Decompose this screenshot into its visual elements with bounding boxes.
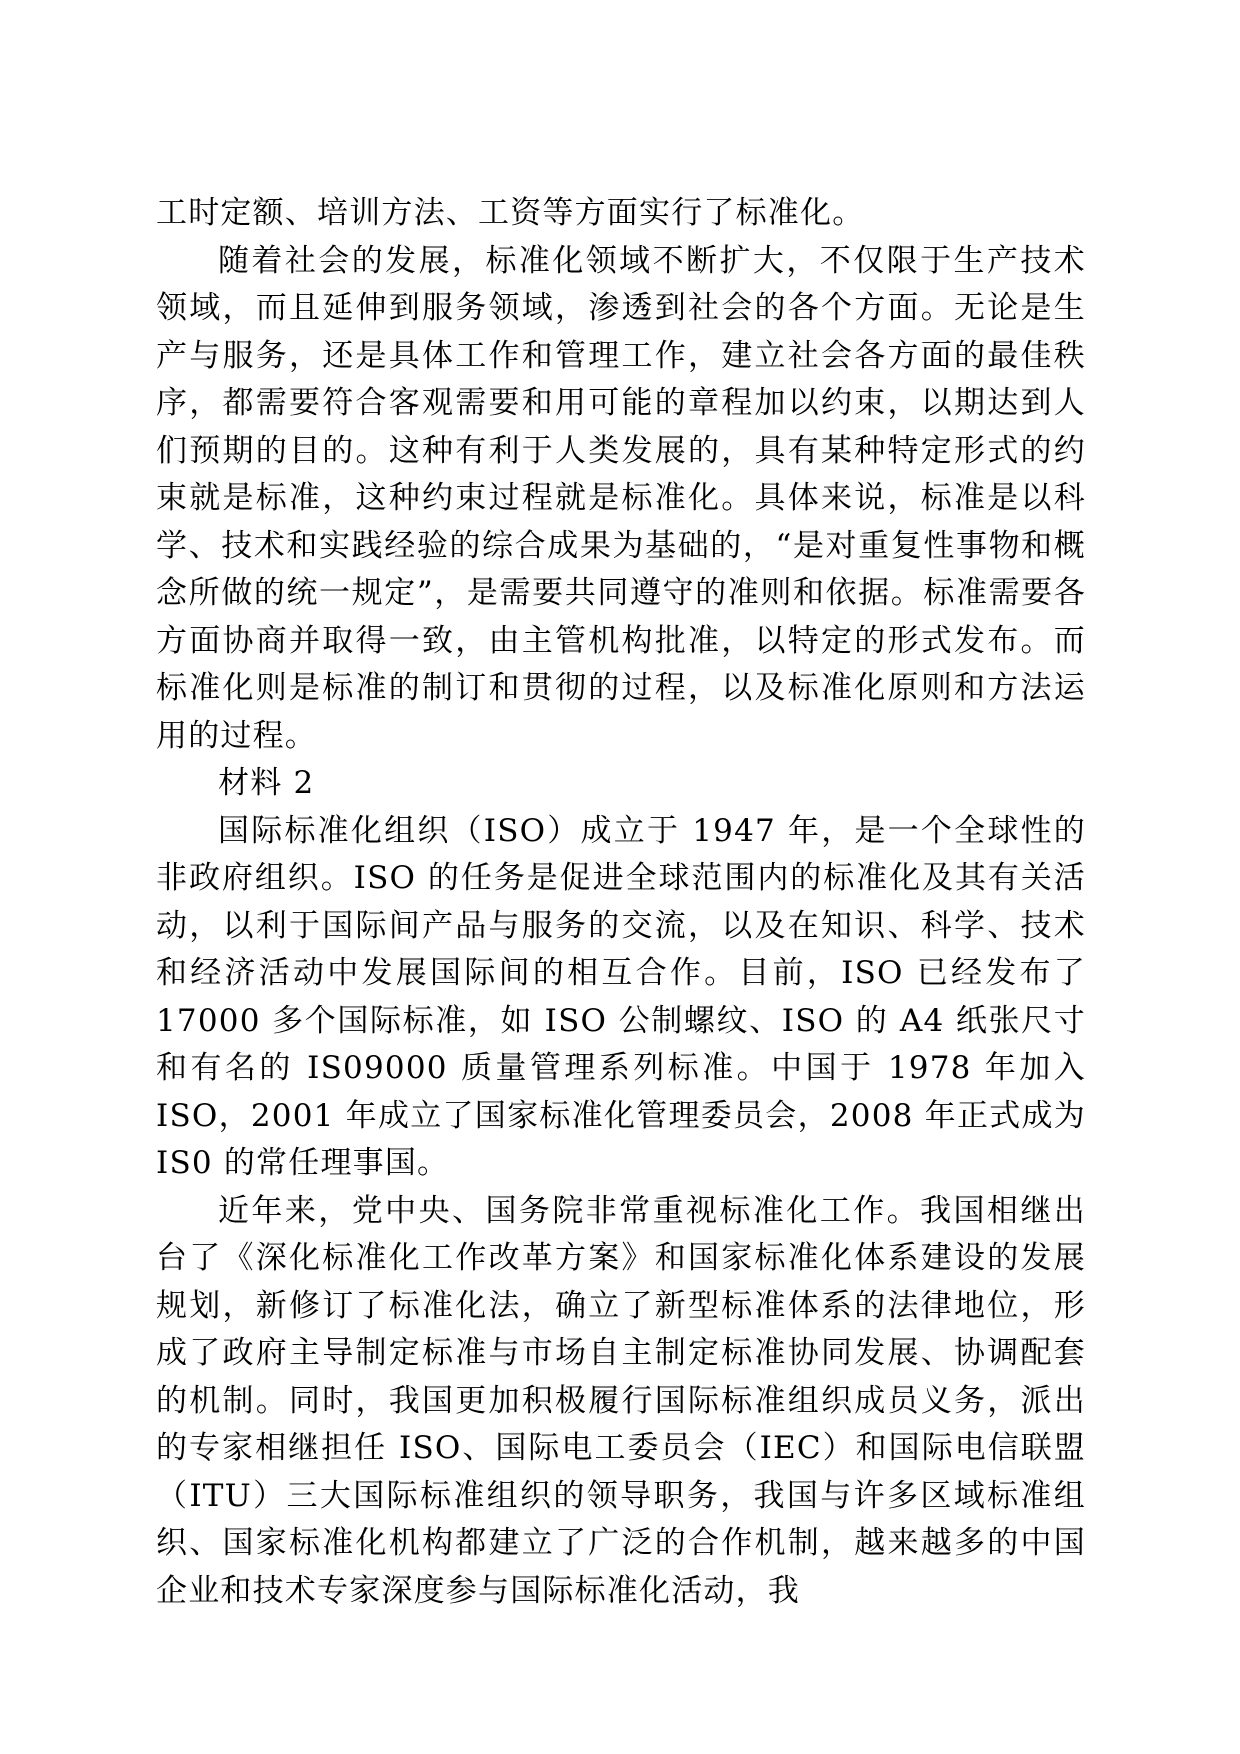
paragraph-china-standardization: 近年来，党中央、国务院非常重视标准化工作。我国相继出台了《深化标准化工作改革方案》和国家标准化体系建设的发展规划，新修订了标准化法，确立了新型标准体系的法律地位，形成了政府主导制定标准与市场自主制定标准协同发展、协调配套的机制。同时，我国更加积极履行国际标准组织成员义务，派出的专家相继担任 ISO、国际电工委员会（IEC）和国际电信联盟（ITU）三大国际标准组织的领导职务，我国与许多区域标准组织、国家标准化机构都建立了广泛的合作机制，越来越多的中国企业和技术专家深度参与国际标准化活动，我 [156,1192,1086,1609]
paragraph-continuation: 工时定额、培训方法、工资等方面实行了标准化。 [156,195,865,231]
paragraph-iso-intro: 国际标准化组织（ISO）成立于 1947 年，是一个全球性的非政府组织。ISO 的任务是促进全球范围内的标准化及其有关活动，以利于国际间产品与服务的交流，以及在知识、科学、技术和经济活动中发展国际间的相互合作。目前，ISO 已经发布了 17000 多个国际标准，如 ISO 公制螺纹、ISO 的 A4 纸张尺寸和有名的 IS09000 质量管理系列标准。中国于 1978 年加入 ISO，2001 年成立了国家标准化管理委员会，2008 年正式成为 IS0 的常任理事国。 [156,812,1086,1181]
paragraph-standardization-scope: 随着社会的发展，标准化领域不断扩大，不仅限于生产技术领域，而且延伸到服务领域，渗透到社会的各个方面。无论是生产与服务，还是具体工作和管理工作，建立社会各方面的最佳秩序，都需要符合客观需要和用可能的章程加以约束，以期达到人们预期的目的。这种有利于人类发展的，具有某种特定形式的约束就是标准，这种约束过程就是标准化。具体来说，标准是以科学、技术和实践经验的综合成果为基础的，“是对重复性事物和概念所做的统一规定”，是需要共同遵守的准则和依据。标准需要各方面协商并取得一致，由主管机构批准，以特定的形式发布。而标准化则是标准的制订和贯彻的过程，以及标准化原则和方法运用的过程。 [156,242,1086,754]
section-heading-material-2: 材料 2 [218,765,315,801]
document-page [156,190,1086,1615]
